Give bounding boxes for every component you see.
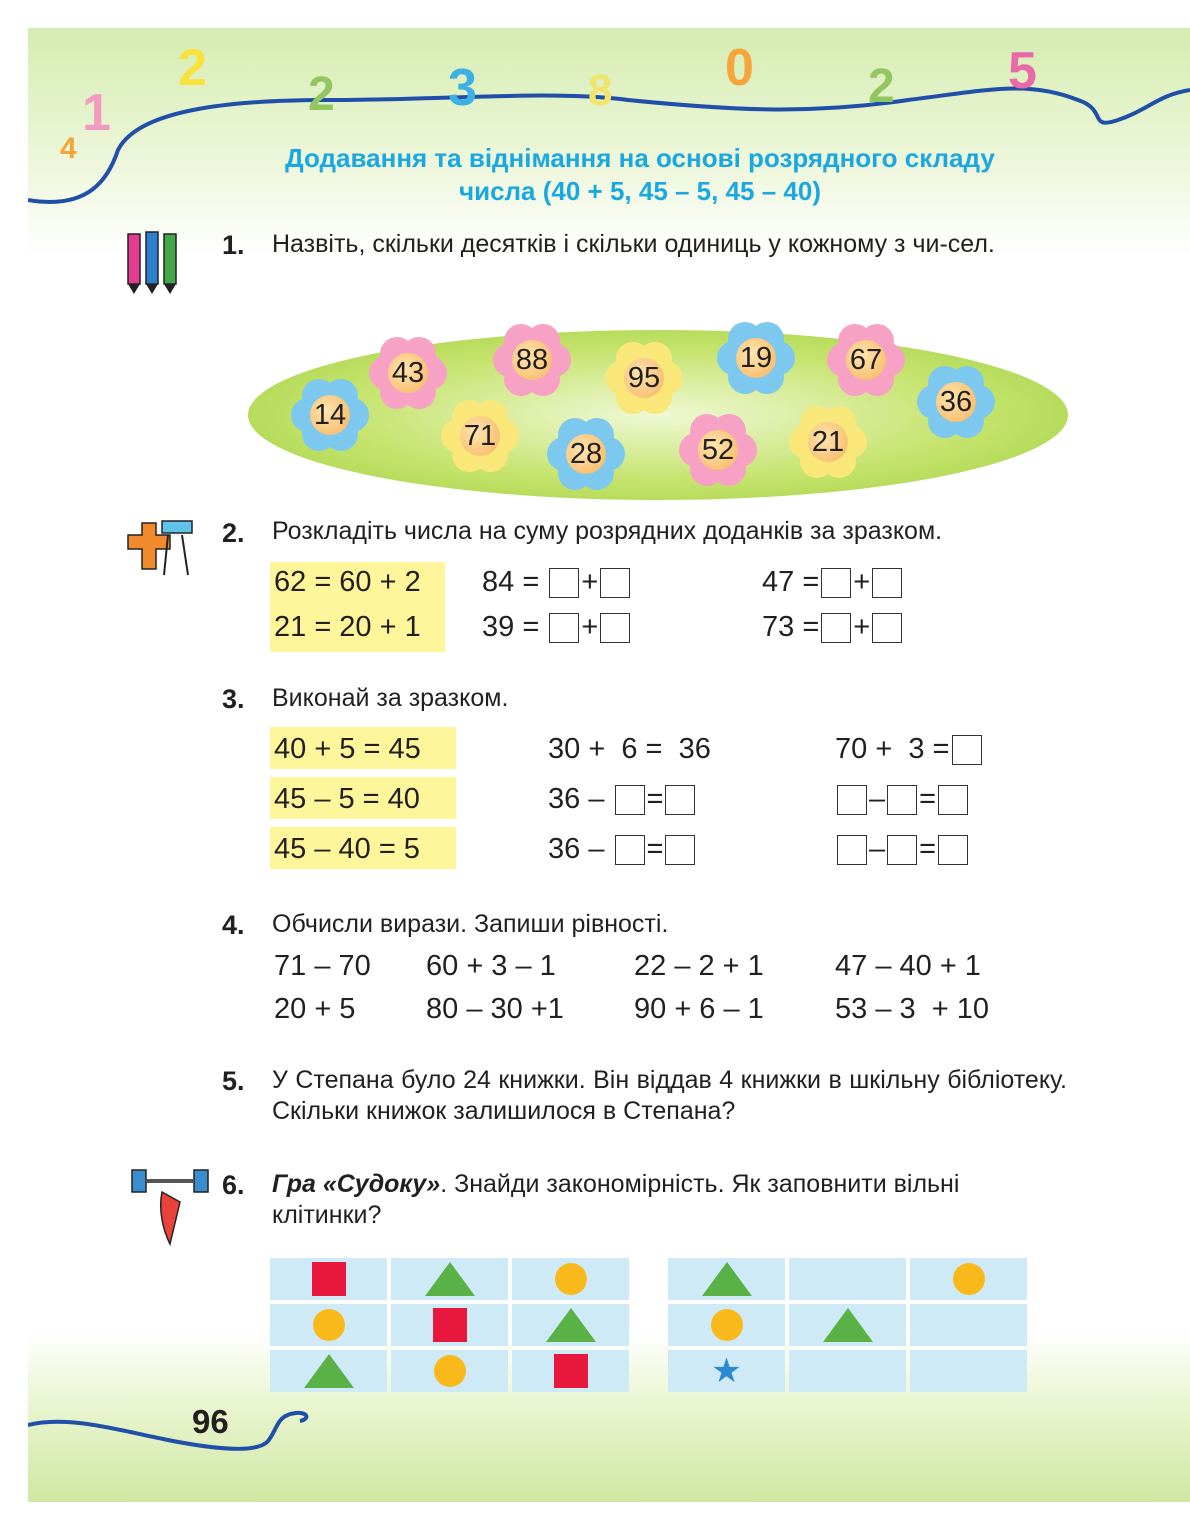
- sudoku-cell: [668, 1304, 785, 1346]
- yellow-circle-icon: [555, 1263, 587, 1295]
- weightlifter-icon: [128, 1162, 218, 1247]
- svg-text:2: 2: [308, 68, 335, 121]
- flower-number: 67: [849, 344, 883, 376]
- flower-number: 36: [939, 386, 973, 418]
- flower: [678, 410, 758, 490]
- svg-text:0: 0: [725, 39, 754, 97]
- sudoku-cell: [391, 1258, 508, 1300]
- sudoku-cell[interactable]: [910, 1350, 1027, 1392]
- answer-box[interactable]: [887, 785, 917, 815]
- answer-box[interactable]: [665, 785, 695, 815]
- sudoku-cell: [270, 1258, 387, 1300]
- plus-minus-characters-icon: [110, 515, 200, 585]
- title-line-2: числа (40 + 5, 45 – 5, 45 – 40): [459, 176, 821, 206]
- answer-box[interactable]: [615, 785, 645, 815]
- task-4-expr: 22 – 2 + 1: [634, 950, 764, 982]
- red-square-icon: [554, 1354, 588, 1388]
- answer-box[interactable]: [600, 613, 630, 643]
- plus-sign: +: [853, 611, 871, 643]
- equals-sign: =: [646, 833, 664, 865]
- flower-number: 19: [739, 342, 773, 374]
- flower: [546, 414, 626, 494]
- expression: 84 =: [482, 566, 540, 598]
- sudoku-cell: [391, 1350, 508, 1392]
- task-4-expr: 60 + 3 – 1: [426, 950, 556, 982]
- expression: 70 + 3 =: [835, 733, 950, 765]
- sudoku-cell[interactable]: [910, 1304, 1027, 1346]
- answer-box[interactable]: [615, 835, 645, 865]
- svg-text:4: 4: [60, 132, 77, 160]
- task-2-number: 2.: [222, 518, 245, 548]
- answer-box[interactable]: [938, 785, 968, 815]
- answer-box[interactable]: [872, 613, 902, 643]
- task-4-expr: 53 – 3 + 10: [835, 993, 989, 1025]
- flower-number: 52: [701, 434, 735, 466]
- footer-wave: [28, 1405, 328, 1465]
- red-square-icon: [312, 1262, 346, 1296]
- green-triangle-icon: [823, 1308, 873, 1342]
- sudoku-cell[interactable]: [789, 1350, 906, 1392]
- yellow-circle-icon: [313, 1309, 345, 1341]
- answer-box[interactable]: [837, 835, 867, 865]
- svg-text:5: 5: [1008, 42, 1037, 100]
- yellow-circle-icon: [711, 1309, 743, 1341]
- plus-sign: +: [853, 566, 871, 598]
- answer-box[interactable]: [549, 613, 579, 643]
- green-triangle-icon: [304, 1354, 354, 1388]
- flower: [368, 333, 448, 413]
- task-3-mid-2: [548, 783, 697, 816]
- minus-sign: –: [869, 783, 886, 815]
- flower: [788, 402, 868, 482]
- flower: [716, 318, 796, 398]
- expression: 39 =: [482, 611, 540, 643]
- answer-box[interactable]: [837, 785, 867, 815]
- task-6-number: 6.: [222, 1170, 245, 1200]
- blue-star-icon: ★: [711, 1352, 742, 1390]
- task-4-expr: 47 – 40 + 1: [835, 950, 981, 982]
- sudoku-cell: [910, 1258, 1027, 1300]
- task-3-right-3: [835, 833, 970, 866]
- answer-box[interactable]: [821, 568, 851, 598]
- task-3-right-1: [835, 733, 984, 766]
- task-3-example-1: 40 + 5 = 45: [274, 733, 421, 765]
- page-title: [200, 142, 1080, 208]
- sudoku-grid-example: [270, 1258, 629, 1392]
- svg-text:1: 1: [82, 84, 111, 142]
- sudoku-cell: [668, 1258, 785, 1300]
- title-line-1: Додавання та віднімання на основі розрядного складу: [285, 143, 995, 173]
- task-3-mid-1: 30 + 6 = 36: [548, 733, 711, 765]
- minus-sign: –: [869, 833, 886, 865]
- answer-box[interactable]: [872, 568, 902, 598]
- sudoku-cell: [789, 1304, 906, 1346]
- task-4-number: 4.: [222, 910, 245, 940]
- answer-box[interactable]: [938, 835, 968, 865]
- flower: [440, 396, 520, 476]
- task-4-text: Обчисли вирази. Запиши рівності.: [272, 910, 669, 938]
- sudoku-cell: [391, 1304, 508, 1346]
- green-triangle-icon: [425, 1262, 475, 1296]
- sudoku-cell: [512, 1258, 629, 1300]
- expression: 36 –: [548, 783, 605, 815]
- task-3-right-2: [835, 783, 970, 816]
- dancing-numbers-illustration: [60, 30, 1160, 160]
- task-2-text: Розкладіть числа на суму розрядних доданків за зразком.: [272, 517, 943, 545]
- task-2-example-2: 21 = 20 + 1: [274, 611, 421, 643]
- answer-box[interactable]: [821, 613, 851, 643]
- task-6-text: [272, 1169, 1067, 1231]
- svg-text:8: 8: [588, 66, 613, 115]
- flower-number: 21: [811, 426, 845, 458]
- task-4-expr: 20 + 5: [274, 993, 356, 1025]
- task-2-row-39: [482, 611, 632, 644]
- equals-sign: =: [919, 783, 937, 815]
- task-5-text: У Степана було 24 книжки. Він віддав 4 книжки в шкільну бібліотеку. Скільки книжок залишилося в Степана?: [272, 1066, 1067, 1125]
- plus-sign: +: [581, 611, 599, 643]
- svg-text:3: 3: [448, 59, 477, 117]
- answer-box[interactable]: [600, 568, 630, 598]
- task-1-text: Назвіть, скільки десятків і скільки одиниць у кожному з чи-сел.: [272, 230, 995, 258]
- plus-sign: +: [581, 566, 599, 598]
- flower: [826, 320, 906, 400]
- green-triangle-icon: [546, 1308, 596, 1342]
- flower-number: 71: [463, 420, 497, 452]
- task-6-question: . Знайди закономірність. Як заповнити вільні клітинки?: [272, 1170, 960, 1229]
- task-2-row-84: [482, 566, 632, 599]
- task-3-number: 3.: [222, 684, 245, 714]
- sudoku-grid-task: [668, 1258, 1027, 1392]
- sudoku-cell: [270, 1304, 387, 1346]
- flower-number: 28: [569, 438, 603, 470]
- answer-box[interactable]: [952, 735, 982, 765]
- page-number: 96: [192, 1403, 229, 1440]
- flower: [492, 320, 572, 400]
- task-5-number: 5.: [222, 1066, 245, 1096]
- flower-number: 14: [313, 399, 347, 431]
- task-2-row-73: [762, 611, 904, 644]
- svg-text:2: 2: [178, 39, 207, 97]
- expression: 47 =: [762, 566, 820, 598]
- sudoku-cell: [668, 1350, 785, 1392]
- task-6-title: Гра «Судоку»: [272, 1170, 441, 1198]
- equals-sign: =: [646, 783, 664, 815]
- task-4-expr: 71 – 70: [274, 950, 371, 982]
- sudoku-cell: [512, 1304, 629, 1346]
- pencils-icon: [118, 226, 198, 296]
- task-2-row-47: [762, 566, 904, 599]
- yellow-circle-icon: [434, 1355, 466, 1387]
- flower: [916, 362, 996, 442]
- flower-number: 43: [391, 357, 425, 389]
- flower: [604, 338, 684, 418]
- task-1-number: 1.: [222, 230, 245, 260]
- yellow-circle-icon: [953, 1263, 985, 1295]
- answer-box[interactable]: [665, 835, 695, 865]
- task-4-expr: 80 – 30 +1: [426, 993, 564, 1025]
- sudoku-cell: [270, 1350, 387, 1392]
- task-3-text: Виконай за зразком.: [272, 684, 509, 712]
- flower-number: 88: [515, 344, 549, 376]
- task-2-example-1: 62 = 60 + 2: [274, 566, 421, 598]
- task-3-example-2: 45 – 5 = 40: [274, 783, 420, 815]
- task-3-example-3: 45 – 40 = 5: [274, 833, 420, 865]
- answer-box[interactable]: [549, 568, 579, 598]
- red-square-icon: [433, 1308, 467, 1342]
- flower-number: 95: [627, 362, 661, 394]
- task-3-mid-3: [548, 833, 697, 866]
- expression: 73 =: [762, 611, 820, 643]
- flower: [290, 375, 370, 455]
- equals-sign: =: [919, 833, 937, 865]
- expression: 36 –: [548, 833, 605, 865]
- sudoku-cell[interactable]: [789, 1258, 906, 1300]
- task-4-expr: 90 + 6 – 1: [634, 993, 764, 1025]
- answer-box[interactable]: [887, 835, 917, 865]
- sudoku-cell: [512, 1350, 629, 1392]
- green-triangle-icon: [702, 1262, 752, 1296]
- svg-text:2: 2: [868, 60, 895, 113]
